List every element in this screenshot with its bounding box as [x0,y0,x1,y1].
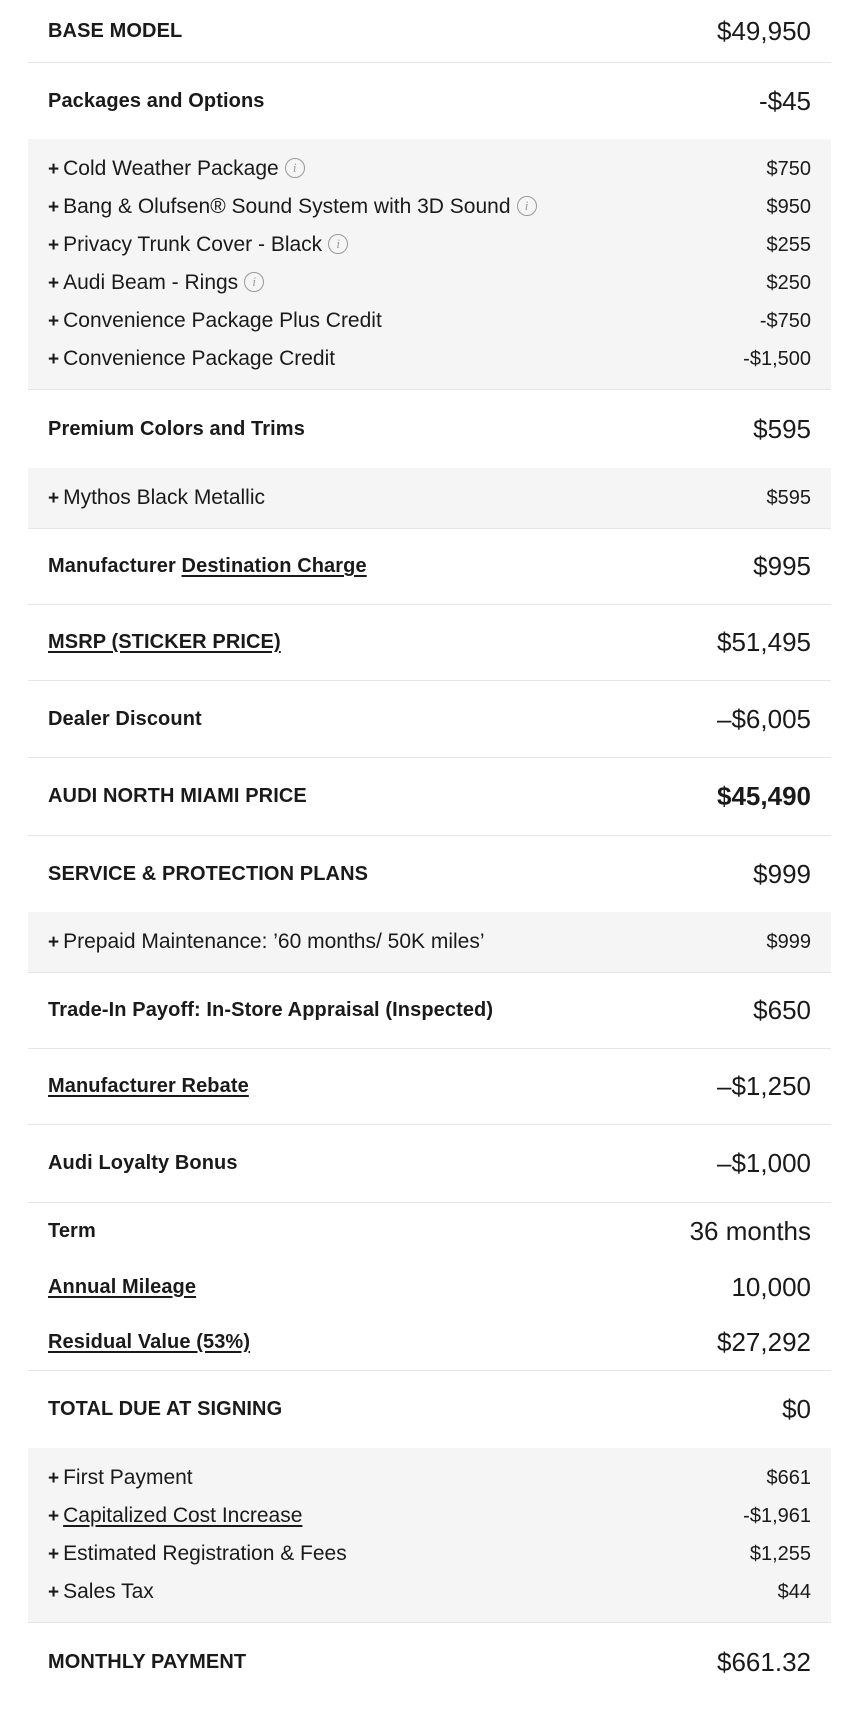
plus-icon: + [48,159,60,180]
rebate-link[interactable]: Manufacturer Rebate [48,1075,249,1097]
line-item [48,1573,811,1611]
plus-icon: + [48,311,60,332]
trade-in-row [28,973,831,1049]
line-item-value: $255 [766,233,811,256]
colors-list [28,468,831,529]
line-item [48,1459,811,1497]
residual-link[interactable]: Residual Value (53%) [48,1331,251,1353]
colors-value: $595 [753,413,811,444]
due-row [28,1371,831,1448]
loyalty-row [28,1125,831,1203]
line-item-value: $595 [766,486,811,509]
line-item-value: $661 [766,1466,811,1489]
pricing-summary [28,0,831,1701]
due-value: $0 [782,1394,811,1424]
due-list [28,1448,831,1623]
line-item [48,226,811,264]
line-item-value: $999 [766,930,811,953]
plus-icon: + [48,488,60,509]
line-item-label: Mythos Black Metallic [63,486,265,509]
destination-charge-link[interactable]: Destination Charge [181,555,367,577]
msrp-value: $51,495 [717,627,811,657]
info-icon[interactable]: i [517,196,537,216]
line-item [48,923,811,961]
base-model-value: $49,950 [717,15,811,46]
line-item [48,264,811,302]
line-item-value: $750 [766,157,811,180]
mileage-link[interactable]: Annual Mileage [48,1275,197,1298]
trade-in-label: Trade-In Payoff: In-Store Appraisal (Inspected) [48,999,494,1021]
residual-row [28,1315,831,1371]
service-row [28,836,831,912]
plus-icon: + [48,1544,60,1565]
line-item-value: $250 [766,271,811,294]
destination-row [28,529,831,605]
plus-icon: + [48,1582,60,1603]
line-item-label: Audi Beam - Rings [63,271,239,294]
service-label: SERVICE & PROTECTION PLANS [48,862,369,885]
service-list [28,912,831,973]
mileage-row [28,1259,831,1315]
line-item-value: $44 [777,1580,811,1603]
loyalty-label: Audi Loyalty Bonus [48,1152,238,1174]
line-item-value: -$1,961 [743,1504,811,1527]
line-item-label: Prepaid Maintenance: ’60 months/ 50K miles’ [63,930,485,953]
term-value: 36 months [689,1215,811,1246]
dealer-discount-label: Dealer Discount [48,707,202,730]
destination-value: $995 [753,551,811,581]
line-item-label[interactable]: Capitalized Cost Increase [63,1504,303,1527]
rebate-row [28,1049,831,1125]
plus-icon: + [48,197,60,218]
packages-label: Packages and Options [48,89,265,112]
line-item [48,1535,811,1573]
loyalty-value: –$1,000 [717,1148,811,1178]
base-model-row [28,0,831,63]
dealer-price-value: $45,490 [717,781,811,811]
line-item-value: $950 [766,195,811,218]
term-label: Term [48,1219,96,1242]
line-item-value: -$750 [759,309,811,332]
dealer-price-label: AUDI NORTH MIAMI PRICE [48,785,307,807]
dealer-price-row [28,758,831,836]
line-item [48,479,811,517]
mileage-value: 10,000 [731,1271,811,1302]
line-item [48,150,811,188]
base-model-label: BASE MODEL [48,19,183,42]
line-item [48,302,811,340]
info-icon[interactable]: i [328,234,348,254]
plus-icon: + [48,932,60,953]
plus-icon: + [48,235,60,256]
line-item-label: Privacy Trunk Cover - Black [63,233,323,256]
monthly-value: $661.32 [717,1646,811,1677]
due-label: TOTAL DUE AT SIGNING [48,1398,283,1420]
residual-value: $27,292 [717,1327,811,1357]
plus-icon: + [48,349,60,370]
line-item-label: Convenience Package Credit [63,347,336,370]
line-item-label: Estimated Registration & Fees [63,1542,347,1565]
line-item [48,340,811,378]
line-item-label: Bang & Olufsen® Sound System with 3D Sound [63,195,511,218]
rebate-value: –$1,250 [717,1071,811,1101]
trade-in-value: $650 [753,995,811,1025]
line-item-label: First Payment [63,1466,193,1489]
plus-icon: + [48,1506,60,1527]
packages-row [28,63,831,139]
packages-value: -$45 [758,85,811,116]
service-value: $999 [753,858,811,889]
msrp-row [28,605,831,681]
line-item-label: Convenience Package Plus Credit [63,309,382,332]
line-item-value: $1,255 [749,1542,811,1565]
line-item [48,1497,811,1535]
term-row [28,1203,831,1259]
dealer-discount-value: –$6,005 [717,703,811,734]
plus-icon: + [48,1468,60,1489]
info-icon[interactable]: i [285,158,305,178]
colors-label: Premium Colors and Trims [48,417,305,440]
plus-icon: + [48,273,60,294]
info-icon[interactable]: i [244,272,264,292]
dealer-discount-row [28,681,831,758]
msrp-link[interactable]: MSRP (STICKER PRICE) [48,631,281,653]
monthly-label: MONTHLY PAYMENT [48,1650,247,1673]
line-item [48,188,811,226]
line-item-label: Sales Tax [63,1580,154,1603]
packages-list [28,139,831,390]
monthly-row [28,1623,831,1701]
colors-row [28,390,831,468]
line-item-label: Cold Weather Package [63,157,279,180]
line-item-value: -$1,500 [743,347,811,370]
destination-label-prefix: Manufacturer [48,555,182,577]
